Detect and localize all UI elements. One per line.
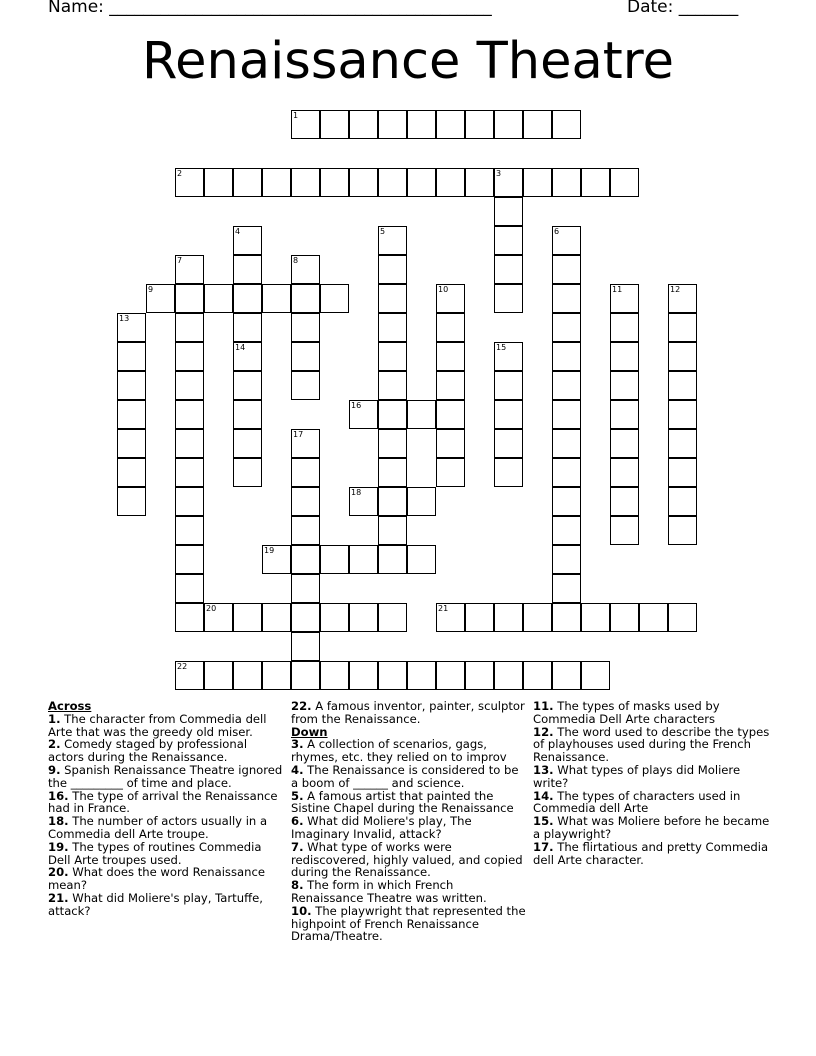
- crossword-cell[interactable]: [320, 168, 349, 197]
- crossword-cell[interactable]: [407, 487, 436, 516]
- clue-number-label: 16.: [48, 788, 69, 803]
- crossword-cell[interactable]: [552, 574, 581, 603]
- across-heading: Across: [48, 699, 92, 713]
- clue-text: The Renaissance is considered to be a boom of ______ and science.: [291, 762, 519, 790]
- crossword-cell[interactable]: [610, 400, 639, 429]
- crossword-cell[interactable]: [233, 255, 262, 284]
- clue-number-label: 22.: [291, 699, 312, 713]
- crossword-cell[interactable]: [494, 110, 523, 139]
- crossword-cell[interactable]: [233, 313, 262, 342]
- clue-number: 16: [351, 401, 362, 410]
- clue: [291, 815, 529, 841]
- clue-text: Spanish Renaissance Theatre ignored the _________ of time and place.: [48, 762, 283, 790]
- crossword-cell[interactable]: [204, 284, 233, 313]
- crossword-cell[interactable]: [378, 342, 407, 371]
- clue: [291, 905, 529, 943]
- clue-text: What type of works were rediscovered, highly valued, and copied during the Renaissance.: [291, 839, 523, 880]
- crossword-cell[interactable]: [581, 661, 610, 690]
- clue-number: 3: [496, 169, 502, 178]
- clue-number-label: 8.: [291, 878, 304, 893]
- crossword-cell[interactable]: [262, 284, 291, 313]
- clue: [533, 764, 771, 790]
- crossword-cell[interactable]: [291, 110, 320, 139]
- crossword-cell[interactable]: [552, 255, 581, 284]
- crossword-cell[interactable]: [378, 313, 407, 342]
- clue-number-label: 1.: [48, 711, 61, 726]
- crossword-cell[interactable]: [349, 545, 378, 574]
- clue-number: 19: [264, 546, 275, 555]
- crossword-cell[interactable]: [233, 168, 262, 197]
- crossword-cell[interactable]: [610, 487, 639, 516]
- crossword-cell[interactable]: [320, 110, 349, 139]
- clue-text: A collection of scenarios, gags, rhymes, etc. they relied on to improv: [291, 737, 507, 765]
- crossword-cell[interactable]: [175, 313, 204, 342]
- crossword-cell[interactable]: [378, 661, 407, 690]
- crossword-cell[interactable]: [668, 603, 697, 632]
- crossword-cell[interactable]: [610, 313, 639, 342]
- crossword-cell[interactable]: [552, 545, 581, 574]
- clue-text: The type of arrival the Renaissance had in France.: [48, 788, 278, 816]
- crossword-cell[interactable]: [262, 545, 291, 574]
- crossword-cell[interactable]: [291, 255, 320, 284]
- crossword-cell[interactable]: [233, 458, 262, 487]
- crossword-cell[interactable]: [668, 516, 697, 545]
- clue: [291, 764, 529, 790]
- clue: [48, 738, 286, 764]
- clue-number: 2: [177, 169, 183, 178]
- crossword-cell[interactable]: [552, 371, 581, 400]
- crossword-cell[interactable]: [668, 487, 697, 516]
- clue-number: 1: [293, 111, 299, 120]
- crossword-cell[interactable]: [407, 168, 436, 197]
- crossword-cell[interactable]: [552, 342, 581, 371]
- clue-number-label: 7.: [291, 839, 304, 854]
- crossword-cell[interactable]: [291, 429, 320, 458]
- crossword-cell[interactable]: [262, 661, 291, 690]
- crossword-cell[interactable]: [552, 661, 581, 690]
- clue-number-label: 15.: [533, 814, 554, 829]
- crossword-cell[interactable]: [291, 371, 320, 400]
- date-field-label: Date: _______: [627, 0, 739, 17]
- crossword-cell[interactable]: [552, 487, 581, 516]
- crossword-cell[interactable]: [552, 516, 581, 545]
- clue-number-label: 19.: [48, 839, 69, 854]
- crossword-cell[interactable]: [291, 603, 320, 632]
- crossword-cell[interactable]: [175, 487, 204, 516]
- crossword-cell[interactable]: [610, 429, 639, 458]
- crossword-cell[interactable]: [233, 603, 262, 632]
- clue-text: The playwright that represented the highpoint of French Renaissance Drama/Theatre.: [291, 903, 526, 944]
- clue-number: 5: [380, 227, 386, 236]
- clue-text: What types of plays did Moliere write?: [533, 762, 741, 790]
- clue-number-label: 12.: [533, 724, 554, 739]
- clue: [48, 815, 286, 841]
- clue: [48, 866, 286, 892]
- crossword-cell[interactable]: [668, 313, 697, 342]
- crossword-cell[interactable]: [175, 661, 204, 690]
- name-field-label: Name: _____________________________________________: [48, 0, 492, 17]
- crossword-cell[interactable]: [291, 545, 320, 574]
- clue-number-label: 2.: [48, 737, 61, 752]
- crossword-cell[interactable]: [117, 371, 146, 400]
- crossword-cell[interactable]: [117, 458, 146, 487]
- clue-text: What was Moliere before he became a playwright?: [533, 814, 770, 841]
- crossword-cell[interactable]: [465, 168, 494, 197]
- crossword-cell[interactable]: [175, 371, 204, 400]
- crossword-cell[interactable]: [117, 429, 146, 458]
- clue-number: 9: [148, 285, 154, 294]
- crossword-cell[interactable]: [233, 661, 262, 690]
- crossword-cell[interactable]: [378, 110, 407, 139]
- crossword-cell[interactable]: [436, 458, 465, 487]
- crossword-cell[interactable]: [610, 284, 639, 313]
- crossword-cell[interactable]: [117, 400, 146, 429]
- clue: [533, 790, 771, 816]
- clue-number: 6: [554, 227, 560, 236]
- crossword-cell[interactable]: [407, 661, 436, 690]
- crossword-cell[interactable]: [494, 342, 523, 371]
- crossword-cell[interactable]: [610, 342, 639, 371]
- crossword-cell[interactable]: [349, 661, 378, 690]
- crossword-cell[interactable]: [494, 168, 523, 197]
- crossword-cell[interactable]: [668, 400, 697, 429]
- crossword-cell[interactable]: [175, 516, 204, 545]
- clue-number: 8: [293, 256, 299, 265]
- crossword-cell[interactable]: [117, 313, 146, 342]
- crossword-cell[interactable]: [494, 371, 523, 400]
- clue-number-label: 17.: [533, 839, 554, 854]
- clue: [533, 815, 771, 841]
- crossword-cell[interactable]: [349, 603, 378, 632]
- crossword-cell[interactable]: [291, 458, 320, 487]
- clue-number-label: 11.: [533, 699, 554, 713]
- crossword-cell[interactable]: [523, 603, 552, 632]
- crossword-cell[interactable]: [349, 400, 378, 429]
- crossword-cell[interactable]: [291, 342, 320, 371]
- crossword-cell[interactable]: [378, 400, 407, 429]
- clue-number: 4: [235, 227, 241, 236]
- clue-number-label: 4.: [291, 762, 304, 777]
- clue-column-3: [533, 700, 771, 866]
- clue-number-label: 9.: [48, 762, 61, 777]
- clue-number: 21: [438, 604, 449, 613]
- clue-text: The flirtatious and pretty Commedia dell Arte character.: [533, 839, 769, 867]
- crossword-cell[interactable]: [494, 429, 523, 458]
- clue-text: What did Moliere's play, Tartuffe, attack?: [48, 890, 263, 918]
- crossword-cell[interactable]: [581, 168, 610, 197]
- crossword-cell[interactable]: [436, 342, 465, 371]
- crossword-cell[interactable]: [581, 603, 610, 632]
- crossword-cell[interactable]: [494, 400, 523, 429]
- crossword-cell[interactable]: [378, 487, 407, 516]
- crossword-cell[interactable]: [552, 226, 581, 255]
- crossword-cell[interactable]: [291, 574, 320, 603]
- clue: [48, 713, 286, 739]
- clue-number-label: 3.: [291, 737, 304, 752]
- crossword-cell[interactable]: [378, 516, 407, 545]
- crossword-cell[interactable]: [204, 603, 233, 632]
- clue: [291, 841, 529, 879]
- crossword-cell[interactable]: [494, 197, 523, 226]
- clue-text: The word used to describe the types of playhouses used during the French Renaissance.: [533, 724, 770, 765]
- crossword-cell[interactable]: [175, 458, 204, 487]
- clue-text: The types of masks used by Commedia Dell Arte characters: [533, 699, 720, 726]
- crossword-cell[interactable]: [494, 458, 523, 487]
- crossword-cell[interactable]: [552, 400, 581, 429]
- crossword-cell[interactable]: [175, 284, 204, 313]
- clue-text: The types of routines Commedia Dell Arte troupes used.: [48, 839, 262, 867]
- crossword-cell[interactable]: [320, 661, 349, 690]
- clue-number: 12: [670, 285, 681, 294]
- crossword-cell[interactable]: [349, 110, 378, 139]
- crossword-cell[interactable]: [523, 110, 552, 139]
- crossword-cell[interactable]: [610, 603, 639, 632]
- crossword-cell[interactable]: [175, 168, 204, 197]
- crossword-cell[interactable]: [233, 284, 262, 313]
- crossword-cell[interactable]: [436, 603, 465, 632]
- crossword-cell[interactable]: [378, 226, 407, 255]
- crossword-cell[interactable]: [175, 400, 204, 429]
- crossword-cell[interactable]: [117, 487, 146, 516]
- crossword-cell[interactable]: [552, 313, 581, 342]
- crossword-cell[interactable]: [668, 429, 697, 458]
- crossword-cell[interactable]: [349, 487, 378, 516]
- crossword-cell[interactable]: [378, 255, 407, 284]
- crossword-cell[interactable]: [436, 110, 465, 139]
- crossword-cell[interactable]: [175, 603, 204, 632]
- crossword-cell[interactable]: [175, 574, 204, 603]
- crossword-cell[interactable]: [436, 661, 465, 690]
- crossword-cell[interactable]: [378, 603, 407, 632]
- crossword-cell[interactable]: [552, 603, 581, 632]
- clue: [291, 879, 529, 905]
- crossword-cell[interactable]: [494, 284, 523, 313]
- clue-number-label: 20.: [48, 865, 69, 880]
- crossword-cell[interactable]: [552, 284, 581, 313]
- puzzle-title: Renaissance Theatre: [142, 32, 674, 91]
- crossword-cell[interactable]: [291, 284, 320, 313]
- clue-text: A famous inventor, painter, sculptor from the Renaissance.: [291, 699, 525, 726]
- clue-number-label: 21.: [48, 890, 69, 905]
- crossword-cell[interactable]: [175, 255, 204, 284]
- clue-number: 10: [438, 285, 449, 294]
- clue-text: The number of actors usually in a Commedia dell Arte troupe.: [48, 814, 268, 841]
- clue-text: What does the word Renaissance mean?: [48, 865, 265, 893]
- clue: [291, 790, 529, 816]
- clue-number-label: 5.: [291, 788, 304, 803]
- crossword-cell[interactable]: [320, 284, 349, 313]
- crossword-cell[interactable]: [233, 226, 262, 255]
- clue-number-label: 14.: [533, 788, 554, 803]
- clue: [48, 764, 286, 790]
- crossword-cell[interactable]: [291, 313, 320, 342]
- clue-number: 11: [612, 285, 623, 294]
- clue: [48, 892, 286, 918]
- crossword-cell[interactable]: [233, 342, 262, 371]
- clue-text: The form in which French Renaissance Theatre was written.: [291, 878, 487, 905]
- clue: [48, 790, 286, 816]
- clue-number: 14: [235, 343, 246, 352]
- down-heading: Down: [291, 724, 328, 739]
- crossword-cell[interactable]: [465, 603, 494, 632]
- clue: [533, 700, 771, 726]
- clue-number-label: 10.: [291, 903, 312, 918]
- crossword-cell[interactable]: [552, 458, 581, 487]
- crossword-cell[interactable]: [610, 516, 639, 545]
- clue-text: What did Moliere's play, The Imaginary Invalid, attack?: [291, 814, 472, 841]
- crossword-cell[interactable]: [552, 429, 581, 458]
- crossword-cell[interactable]: [494, 226, 523, 255]
- clue-text: Comedy staged by professional actors during the Renaissance.: [48, 737, 248, 765]
- crossword-cell[interactable]: [668, 284, 697, 313]
- crossword-cell[interactable]: [436, 313, 465, 342]
- crossword-cell[interactable]: [378, 168, 407, 197]
- crossword-cell[interactable]: [378, 429, 407, 458]
- clue-number: 22: [177, 662, 188, 671]
- crossword-cell[interactable]: [523, 168, 552, 197]
- crossword-cell[interactable]: [146, 284, 175, 313]
- crossword-cell[interactable]: [175, 342, 204, 371]
- crossword-cell[interactable]: [291, 487, 320, 516]
- clue-text: A famous artist that painted the Sistine Chapel during the Renaissance: [291, 788, 514, 816]
- clue-number: 13: [119, 314, 130, 323]
- crossword-cell[interactable]: [175, 545, 204, 574]
- clue-number-label: 13.: [533, 762, 554, 777]
- clue: [48, 841, 286, 867]
- crossword-cell[interactable]: [291, 661, 320, 690]
- clue-number: 17: [293, 430, 304, 439]
- crossword-cell[interactable]: [407, 545, 436, 574]
- crossword-cell[interactable]: [349, 168, 378, 197]
- clue-text: The character from Commedia dell Arte that was the greedy old miser.: [48, 711, 267, 739]
- crossword-cell[interactable]: [407, 110, 436, 139]
- crossword-cell[interactable]: [117, 342, 146, 371]
- crossword-cell[interactable]: [639, 603, 668, 632]
- crossword-cell[interactable]: [378, 545, 407, 574]
- clue-column-1: [48, 700, 286, 918]
- clue-number: 7: [177, 256, 183, 265]
- crossword-cell[interactable]: [523, 661, 552, 690]
- crossword-cell[interactable]: [668, 342, 697, 371]
- crossword-cell[interactable]: [233, 371, 262, 400]
- crossword-cell[interactable]: [204, 661, 233, 690]
- crossword-cell[interactable]: [378, 458, 407, 487]
- clue-column-2: [291, 700, 529, 943]
- clue: [291, 738, 529, 764]
- crossword-cell[interactable]: [262, 603, 291, 632]
- clue: [533, 726, 771, 764]
- crossword-cell[interactable]: [552, 110, 581, 139]
- crossword-cell[interactable]: [320, 545, 349, 574]
- clue-number-label: 18.: [48, 814, 69, 829]
- crossword-cell[interactable]: [436, 400, 465, 429]
- crossword-cell[interactable]: [436, 284, 465, 313]
- crossword-cell[interactable]: [262, 168, 291, 197]
- crossword-cell[interactable]: [552, 168, 581, 197]
- crossword-cell[interactable]: [465, 661, 494, 690]
- crossword-cell[interactable]: [204, 168, 233, 197]
- crossword-cell[interactable]: [465, 110, 494, 139]
- crossword-cell[interactable]: [291, 516, 320, 545]
- clue: [291, 700, 529, 726]
- clue-number: 20: [206, 604, 217, 613]
- crossword-cell[interactable]: [233, 429, 262, 458]
- crossword-cell[interactable]: [407, 400, 436, 429]
- clue-number: 18: [351, 488, 362, 497]
- crossword-cell[interactable]: [378, 371, 407, 400]
- crossword-cell[interactable]: [610, 371, 639, 400]
- clue-number-label: 6.: [291, 814, 304, 829]
- crossword-cell[interactable]: [494, 255, 523, 284]
- crossword-cell[interactable]: [233, 400, 262, 429]
- crossword-cell[interactable]: [436, 168, 465, 197]
- crossword-cell[interactable]: [494, 661, 523, 690]
- clue: [533, 841, 771, 867]
- crossword-cell[interactable]: [668, 458, 697, 487]
- crossword-cell[interactable]: [494, 603, 523, 632]
- crossword-cell[interactable]: [291, 168, 320, 197]
- clue-number: 15: [496, 343, 507, 352]
- clue-text: The types of characters used in Commedia dell Arte: [533, 788, 741, 816]
- crossword-cell[interactable]: [436, 371, 465, 400]
- crossword-cell[interactable]: [436, 429, 465, 458]
- crossword-cell[interactable]: [668, 371, 697, 400]
- crossword-cell[interactable]: [320, 603, 349, 632]
- crossword-cell[interactable]: [610, 168, 639, 197]
- crossword-cell[interactable]: [378, 284, 407, 313]
- crossword-cell[interactable]: [610, 458, 639, 487]
- crossword-cell[interactable]: [291, 632, 320, 661]
- crossword-cell[interactable]: [175, 429, 204, 458]
